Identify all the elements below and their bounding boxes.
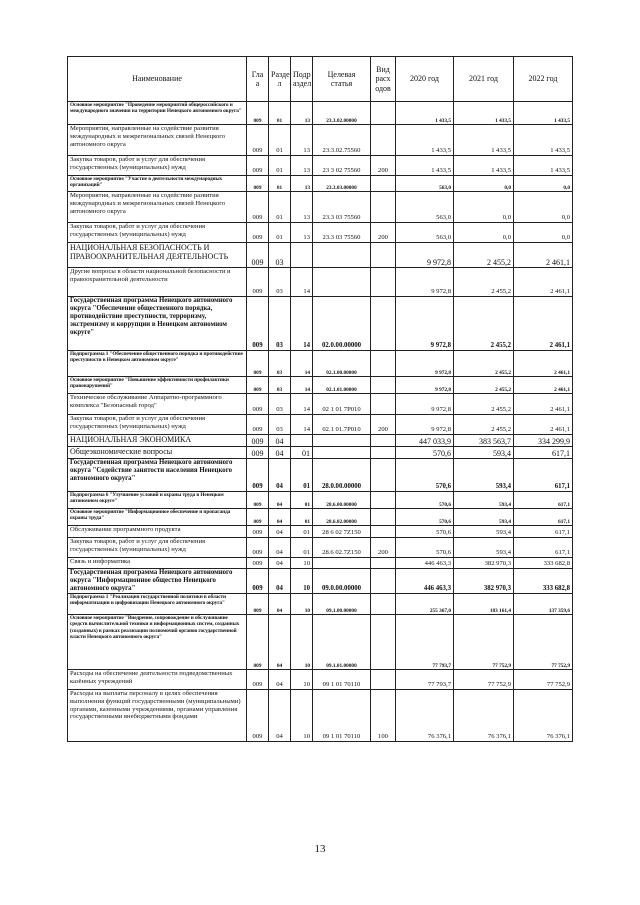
row-2021: 593,4 (454, 509, 514, 526)
row-2022: 2 461,1 (514, 394, 573, 415)
row-razdel: 03 (269, 377, 291, 394)
row-glava: 009 (247, 538, 269, 558)
budget-table (67, 56, 573, 742)
table-row (68, 156, 573, 176)
row-vid (371, 351, 396, 377)
row-2020: 1 433,5 (396, 156, 454, 176)
header-2022: 2022 год (514, 57, 573, 102)
row-razdel: 04 (269, 594, 291, 615)
row-vid (371, 459, 396, 492)
row-name: Закупка товаров, работ и услуг для обеспечения государственных (муниципальных) нужд (68, 156, 247, 176)
row-2020: 563,0 (396, 176, 454, 192)
row-2022: 333 682,8 (514, 569, 573, 594)
table-row (68, 690, 573, 742)
row-2022: 2 461,1 (514, 243, 573, 268)
row-glava: 009 (247, 447, 269, 459)
page-number: 13 (314, 843, 326, 855)
row-target: 28.6.02.00000 (313, 509, 371, 526)
row-glava: 009 (247, 156, 269, 176)
row-name: Общеэкономические вопросы (68, 447, 247, 459)
row-2020: 255 367,0 (396, 594, 454, 615)
row-razdel: 04 (269, 690, 291, 742)
row-2021: 382 970,3 (454, 569, 514, 594)
row-2021: 593,4 (454, 538, 514, 558)
row-podrazdel: 01 (291, 447, 313, 459)
row-vid (371, 569, 396, 594)
row-2020: 570,6 (396, 459, 454, 492)
row-name: Основное мероприятие "Информационное обеспечение и пропаганда охраны труда" (68, 509, 247, 526)
table-row (68, 459, 573, 492)
row-name: Мероприятия, направленные на содействие развития международных и межрегиональных связей Ненецкого автономного округа (68, 192, 247, 223)
row-2020: 446 463,3 (396, 569, 454, 594)
row-razdel: 04 (269, 558, 291, 569)
row-razdel: 03 (269, 268, 291, 297)
row-2022: 1 433,5 (514, 125, 573, 156)
row-target (313, 268, 371, 297)
row-2022: 2 461,1 (514, 415, 573, 435)
row-podrazdel: 13 (291, 176, 313, 192)
row-glava: 009 (247, 268, 269, 297)
row-2022: 1 433,5 (514, 156, 573, 176)
row-glava: 009 (247, 435, 269, 447)
header-glava: Гла а (247, 57, 269, 102)
row-2021: 2 455,2 (454, 377, 514, 394)
row-vid (371, 394, 396, 415)
row-podrazdel: 10 (291, 670, 313, 690)
row-podrazdel: 01 (291, 492, 313, 509)
row-podrazdel: 13 (291, 156, 313, 176)
row-podrazdel: 13 (291, 223, 313, 243)
row-razdel: 04 (269, 670, 291, 690)
row-name: Основное мероприятие "Участие в деятельности международных организаций" (68, 176, 247, 192)
table-row (68, 670, 573, 690)
row-vid (371, 492, 396, 509)
row-2022: 2 461,1 (514, 351, 573, 377)
row-glava: 009 (247, 569, 269, 594)
row-2020: 77 793,7 (396, 670, 454, 690)
row-2020: 563,0 (396, 192, 454, 223)
row-2020: 9 972,8 (396, 351, 454, 377)
table-row (68, 192, 573, 223)
row-2022: 2 461,1 (514, 297, 573, 351)
table-row (68, 594, 573, 615)
row-vid (371, 125, 396, 156)
row-target: 23.3.02.00000 (313, 102, 371, 125)
row-podrazdel: 01 (291, 526, 313, 538)
table-row (68, 615, 573, 670)
row-target: 09 1 01 70110 (313, 690, 371, 742)
row-2022: 77 752,9 (514, 615, 573, 670)
row-name: Расходы на выплаты персоналу в целях обеспечения выполнения функций государственными (муниципальными) органами, казенными учреждениями, органами управления государственными внебюджетными фондами (68, 690, 247, 742)
row-2021: 2 455,2 (454, 268, 514, 297)
row-glava: 009 (247, 223, 269, 243)
row-target (313, 558, 371, 569)
row-target (313, 435, 371, 447)
row-target: 09 1 01 70110 (313, 670, 371, 690)
row-2020: 9 972,8 (396, 243, 454, 268)
row-vid (371, 670, 396, 690)
row-name: Закупка товаров, работ и услуг для обеспечения государственных (муниципальных) нужд (68, 415, 247, 435)
row-2021: 2 455,2 (454, 351, 514, 377)
row-razdel: 01 (269, 176, 291, 192)
row-2022: 617,1 (514, 492, 573, 509)
row-vid (371, 435, 396, 447)
row-vid (371, 594, 396, 615)
row-vid: 200 (371, 223, 396, 243)
row-podrazdel (291, 243, 313, 268)
row-glava: 009 (247, 297, 269, 351)
row-target: 09.1.01.00000 (313, 615, 371, 670)
table-row (68, 415, 573, 435)
row-2020: 1 433,5 (396, 102, 454, 125)
row-2021: 0,0 (454, 192, 514, 223)
row-target: 23.3 03 75560 (313, 192, 371, 223)
row-vid (371, 526, 396, 538)
row-glava: 009 (247, 102, 269, 125)
table-body (68, 102, 573, 742)
row-2021: 1 433,5 (454, 125, 514, 156)
row-vid (371, 615, 396, 670)
header-row (68, 57, 573, 102)
row-2022: 1 433,5 (514, 102, 573, 125)
table-row (68, 569, 573, 594)
row-razdel: 01 (269, 125, 291, 156)
row-2021: 593,4 (454, 459, 514, 492)
row-vid (371, 192, 396, 223)
row-2020: 77 793,7 (396, 615, 454, 670)
row-target: 28.6.00.00000 (313, 492, 371, 509)
row-2021: 2 455,2 (454, 297, 514, 351)
row-target: 28.0.00.00000 (313, 459, 371, 492)
row-razdel: 01 (269, 192, 291, 223)
row-razdel: 03 (269, 297, 291, 351)
row-razdel: 04 (269, 538, 291, 558)
row-2022: 2 461,1 (514, 268, 573, 297)
row-target: 23.3 03 75560 (313, 223, 371, 243)
header-razdel: Разде л (269, 57, 291, 102)
row-glava: 009 (247, 615, 269, 670)
row-2020: 570,6 (396, 492, 454, 509)
row-name: Подпрограмма 1 "Реализация государственной политики в области информатизации и цифровизации Ненецкого автономного округа" (68, 594, 247, 615)
row-2021: 0,0 (454, 176, 514, 192)
row-glava: 009 (247, 192, 269, 223)
row-podrazdel: 10 (291, 569, 313, 594)
row-podrazdel (291, 435, 313, 447)
row-name: Основное мероприятие "Проведение мероприятий общероссийского и международного значения на территории Ненецкого автономного округа" (68, 102, 247, 125)
header-target: Целевая статья (313, 57, 371, 102)
row-2020: 563,0 (396, 223, 454, 243)
header-vid: Вид расх одов (371, 57, 396, 102)
row-razdel: 03 (269, 394, 291, 415)
row-2021: 0,0 (454, 223, 514, 243)
row-2021: 183 161,4 (454, 594, 514, 615)
header-name: Наименование (68, 57, 247, 102)
row-glava: 009 (247, 526, 269, 538)
row-2021: 593,4 (454, 526, 514, 538)
table-row (68, 377, 573, 394)
table-row (68, 351, 573, 377)
row-target: 23 3 02 75560 (313, 156, 371, 176)
row-name: Государственная программа Ненецкого автономного округа "Обеспечение общественного порядка, противодействие преступности, терроризму, экстремизму и коррупции в Ненецком автономном округе" (68, 297, 247, 351)
row-2022: 334 299,9 (514, 435, 573, 447)
row-2020: 9 972,8 (396, 268, 454, 297)
row-2021: 2 455,2 (454, 415, 514, 435)
table-row (68, 102, 573, 125)
table-row (68, 526, 573, 538)
row-target: 02.1.01.00000 (313, 377, 371, 394)
row-razdel: 04 (269, 435, 291, 447)
row-vid: 200 (371, 415, 396, 435)
row-target (313, 447, 371, 459)
row-2021: 77 752,9 (454, 615, 514, 670)
row-glava: 009 (247, 492, 269, 509)
row-2022: 2 461,1 (514, 377, 573, 394)
row-target: 09.0.00.00000 (313, 569, 371, 594)
table-row (68, 176, 573, 192)
row-name: Закупка товаров, работ и услуг для обеспечения государственных (муниципальных) нужд (68, 223, 247, 243)
row-2022: 617,1 (514, 509, 573, 526)
row-2020: 570,6 (396, 447, 454, 459)
row-2020: 9 972,8 (396, 415, 454, 435)
row-name: Основное мероприятие "Повышение эффективности профилактики правонарушений" (68, 377, 247, 394)
row-name: Основное мероприятие "Внедрение, сопровождение и обслуживание средств вычислительной техники и информационных систем, созданных (созданных) в рамках реализации полномочий органов государственной власти Ненецкого автономного округа" (68, 615, 247, 670)
budget-table-sheet (67, 56, 572, 742)
row-2020: 570,6 (396, 509, 454, 526)
row-glava: 009 (247, 690, 269, 742)
row-glava: 009 (247, 351, 269, 377)
row-2021: 2 455,2 (454, 394, 514, 415)
row-podrazdel: 10 (291, 615, 313, 670)
row-razdel: 04 (269, 615, 291, 670)
table-row (68, 223, 573, 243)
row-name: НАЦИОНАЛЬНАЯ ЭКОНОМИКА (68, 435, 247, 447)
row-vid (371, 297, 396, 351)
row-2022: 617,1 (514, 526, 573, 538)
row-razdel: 04 (269, 459, 291, 492)
row-target: 28.6 02.7Z150 (313, 538, 371, 558)
row-podrazdel: 14 (291, 377, 313, 394)
row-vid: 200 (371, 156, 396, 176)
row-vid (371, 102, 396, 125)
row-2022: 333 682,8 (514, 558, 573, 569)
row-2020: 9 972,8 (396, 377, 454, 394)
row-vid: 100 (371, 690, 396, 742)
table-row (68, 558, 573, 569)
row-glava: 009 (247, 670, 269, 690)
row-glava: 009 (247, 394, 269, 415)
table-row (68, 509, 573, 526)
row-2020: 446 463,3 (396, 558, 454, 569)
row-target: 23.3.02.75560 (313, 125, 371, 156)
header-podrazdel: Подр аздел (291, 57, 313, 102)
row-glava: 009 (247, 243, 269, 268)
row-razdel: 04 (269, 492, 291, 509)
row-2020: 1 433,5 (396, 125, 454, 156)
row-2020: 570,6 (396, 538, 454, 558)
row-target: 02.0.00.00000 (313, 297, 371, 351)
row-2020: 9 972,8 (396, 394, 454, 415)
row-name: Другие вопросы в области национальной безопасности и правоохранительной деятельности (68, 268, 247, 297)
row-glava: 009 (247, 459, 269, 492)
row-glava: 009 (247, 509, 269, 526)
table-row (68, 297, 573, 351)
row-2021: 2 455,2 (454, 243, 514, 268)
row-target: 02.1 01.7Р010 (313, 415, 371, 435)
row-name: Государственная программа Ненецкого автономного округа "Информационное общество Ненецкого автономного округа" (68, 569, 247, 594)
row-vid (371, 509, 396, 526)
row-2021: 76 376,1 (454, 690, 514, 742)
row-target: 23.3.03.00000 (313, 176, 371, 192)
row-podrazdel: 14 (291, 351, 313, 377)
row-podrazdel: 01 (291, 509, 313, 526)
row-podrazdel: 10 (291, 690, 313, 742)
row-podrazdel: 13 (291, 125, 313, 156)
row-vid (371, 268, 396, 297)
row-target: 09.1.00.00000 (313, 594, 371, 615)
row-name: Закупка товаров, работ и услуг для обеспечения государственных (муниципальных) нужд (68, 538, 247, 558)
table-row (68, 492, 573, 509)
row-name: Связь и информатика (68, 558, 247, 569)
row-glava: 009 (247, 176, 269, 192)
row-podrazdel: 14 (291, 415, 313, 435)
row-2022: 76 376,1 (514, 690, 573, 742)
row-razdel: 03 (269, 415, 291, 435)
row-2020: 570,6 (396, 526, 454, 538)
row-podrazdel: 10 (291, 594, 313, 615)
row-vid (371, 558, 396, 569)
row-podrazdel: 14 (291, 394, 313, 415)
row-glava: 009 (247, 558, 269, 569)
row-name: НАЦИОНАЛЬНАЯ БЕЗОПАСНОСТЬ И ПРАВООХРАНИТЕЛЬНАЯ ДЕЯТЕЛЬНОСТЬ (68, 243, 247, 268)
row-target (313, 243, 371, 268)
row-podrazdel: 14 (291, 268, 313, 297)
row-razdel: 04 (269, 509, 291, 526)
row-2020: 9 972,8 (396, 297, 454, 351)
row-podrazdel: 13 (291, 102, 313, 125)
row-target: 02.1.00.00000 (313, 351, 371, 377)
row-vid (371, 447, 396, 459)
row-2021: 382 970,3 (454, 558, 514, 569)
table-row (68, 435, 573, 447)
row-vid: 200 (371, 538, 396, 558)
row-vid (371, 377, 396, 394)
row-glava: 009 (247, 125, 269, 156)
header-2020: 2020 год (396, 57, 454, 102)
row-2022: 137 359,6 (514, 594, 573, 615)
row-2021: 593,4 (454, 447, 514, 459)
row-2021: 593,4 (454, 492, 514, 509)
row-glava: 009 (247, 594, 269, 615)
row-2020: 447 033,9 (396, 435, 454, 447)
row-name: Обслуживание программного продукта (68, 526, 247, 538)
table-row (68, 243, 573, 268)
row-podrazdel: 01 (291, 459, 313, 492)
row-razdel: 04 (269, 569, 291, 594)
row-razdel: 04 (269, 447, 291, 459)
table-row (68, 125, 573, 156)
row-glava: 009 (247, 377, 269, 394)
row-2022: 617,1 (514, 538, 573, 558)
table-row (68, 268, 573, 297)
row-glava: 009 (247, 415, 269, 435)
row-2020: 76 376,1 (396, 690, 454, 742)
row-2022: 617,1 (514, 447, 573, 459)
row-name: Государственная программа Ненецкого автономного округа "Содействие занятости населения Ненецкого автономного округа" (68, 459, 247, 492)
row-2021: 77 752,9 (454, 670, 514, 690)
header-2021: 2021 год (454, 57, 514, 102)
row-vid (371, 176, 396, 192)
row-name: Подпрограмма 6 "Улучшение условий и охраны труда в Ненецком автономном округе" (68, 492, 247, 509)
row-2022: 0,0 (514, 223, 573, 243)
table-row (68, 394, 573, 415)
row-2022: 617,1 (514, 459, 573, 492)
row-razdel: 04 (269, 526, 291, 538)
row-target: 02 1 01 7Р010 (313, 394, 371, 415)
row-podrazdel: 13 (291, 192, 313, 223)
row-2021: 1 433,5 (454, 156, 514, 176)
row-2022: 0,0 (514, 192, 573, 223)
table-row (68, 538, 573, 558)
row-2021: 383 563,7 (454, 435, 514, 447)
row-vid (371, 243, 396, 268)
row-2022: 77 752,9 (514, 670, 573, 690)
row-name: Подпрограмма 1 "Обеспечение общественного порядка и противодействие преступности в Ненецком автономном округе" (68, 351, 247, 377)
row-razdel: 01 (269, 223, 291, 243)
row-razdel: 01 (269, 102, 291, 125)
row-name: Расходы на обеспечение деятельности подведомственных казённых учреждений (68, 670, 247, 690)
table-row (68, 447, 573, 459)
row-2022: 0,0 (514, 176, 573, 192)
row-target: 28 6 02 7Z150 (313, 526, 371, 538)
row-2021: 1 433,5 (454, 102, 514, 125)
row-razdel: 01 (269, 156, 291, 176)
row-name: Мероприятия, направленные на содействие развития международных и межрегиональных связей Ненецкого автономного округа (68, 125, 247, 156)
row-podrazdel: 10 (291, 558, 313, 569)
row-razdel: 03 (269, 243, 291, 268)
row-podrazdel: 14 (291, 297, 313, 351)
row-podrazdel: 01 (291, 538, 313, 558)
row-name: Техническое обслуживание Аппаратно-программного комплекса "Безопасный город" (68, 394, 247, 415)
row-razdel: 03 (269, 351, 291, 377)
